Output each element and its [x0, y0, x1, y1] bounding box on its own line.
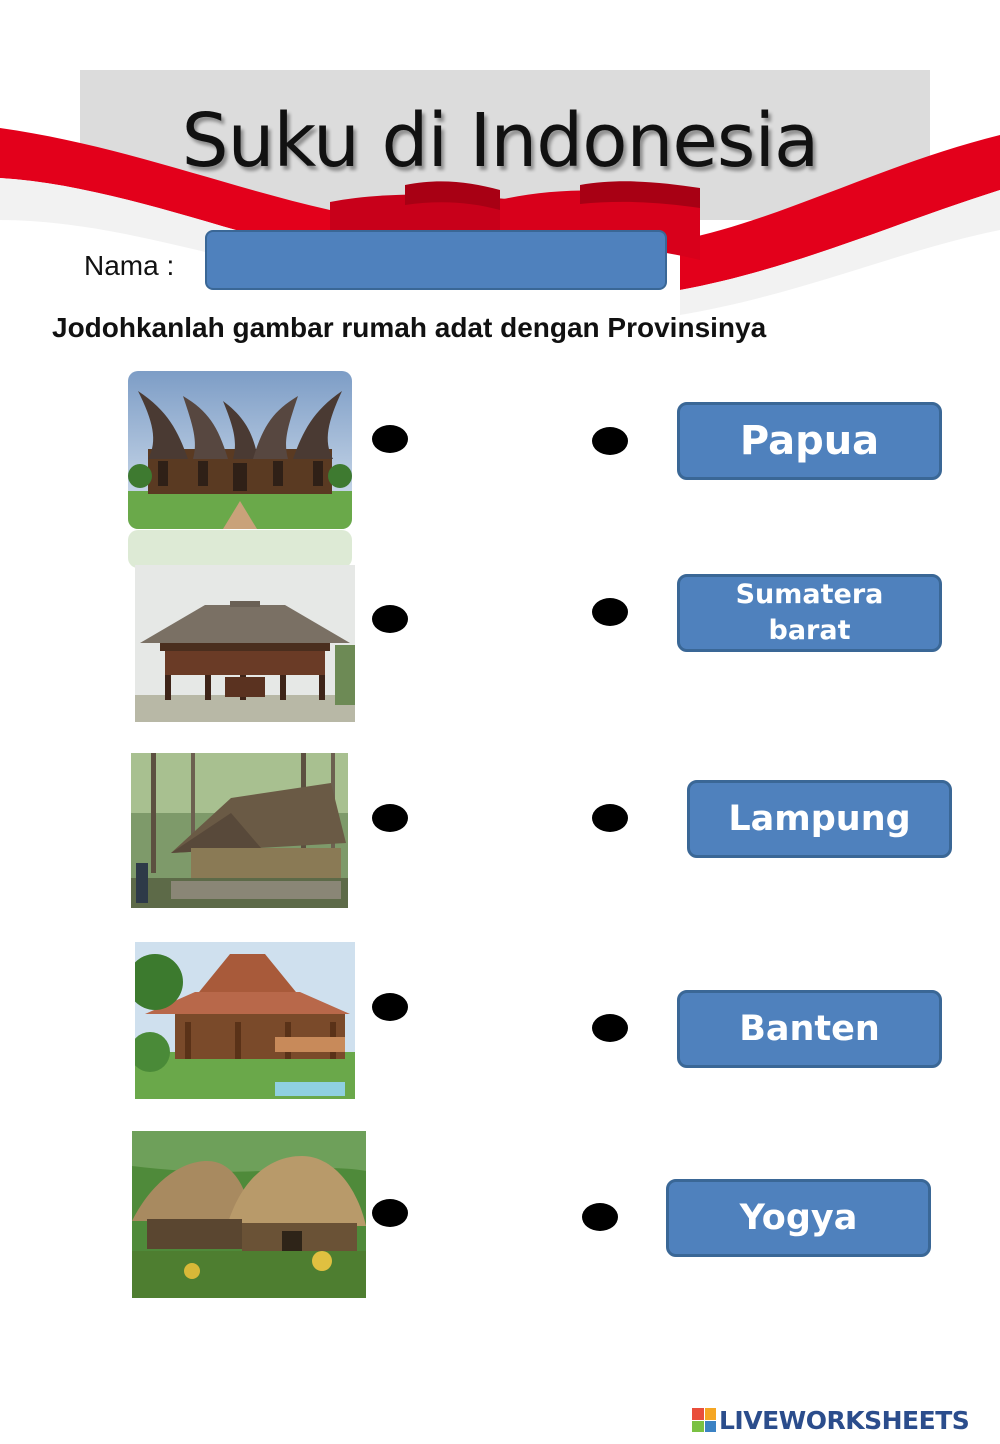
- answer-label: Sumatera barat: [735, 579, 884, 646]
- joglo-house-photo: [135, 942, 355, 1099]
- stilt-house-photo: [135, 565, 355, 722]
- answer-yogya[interactable]: [666, 1179, 931, 1257]
- answer-lampung[interactable]: [687, 780, 952, 858]
- answer-label: Papua: [739, 418, 880, 464]
- answer-papua[interactable]: [677, 402, 942, 480]
- name-input[interactable]: [205, 230, 667, 290]
- match-dot-left-5[interactable]: [372, 1199, 408, 1227]
- liveworksheets-logo[interactable]: [692, 1404, 969, 1436]
- match-dot-right-3[interactable]: [592, 804, 628, 832]
- thatched-house-photo: [131, 753, 348, 908]
- answer-label: Banten: [739, 1009, 880, 1049]
- page-title: Suku di Indonesia: [181, 98, 819, 184]
- match-dot-left-3[interactable]: [372, 804, 408, 832]
- photo-reflection: [128, 530, 352, 568]
- honai-huts-photo: [132, 1131, 366, 1298]
- rumah-gadang-photo: [128, 371, 352, 529]
- name-label: Nama :: [84, 250, 175, 281]
- match-dot-left-4[interactable]: [372, 993, 408, 1021]
- instruction-text: Jodohkanlah gambar rumah adat dengan Provinsinya: [52, 312, 767, 343]
- match-dot-right-4[interactable]: [592, 1014, 628, 1042]
- answer-banten[interactable]: [677, 990, 942, 1068]
- match-dot-right-2[interactable]: [592, 598, 628, 626]
- match-dot-left-2[interactable]: [372, 605, 408, 633]
- answer-label: Yogya: [739, 1198, 858, 1238]
- answer-label: Lampung: [728, 799, 911, 839]
- brand-name: LIVEWORKSHEETS: [719, 1405, 970, 1435]
- answer-sumatera-barat[interactable]: [677, 574, 942, 652]
- match-dot-right-1[interactable]: [592, 427, 628, 455]
- match-dot-right-5[interactable]: [582, 1203, 618, 1231]
- match-dot-left-1[interactable]: [372, 425, 408, 453]
- liveworksheets-logo-icon: [692, 1408, 716, 1432]
